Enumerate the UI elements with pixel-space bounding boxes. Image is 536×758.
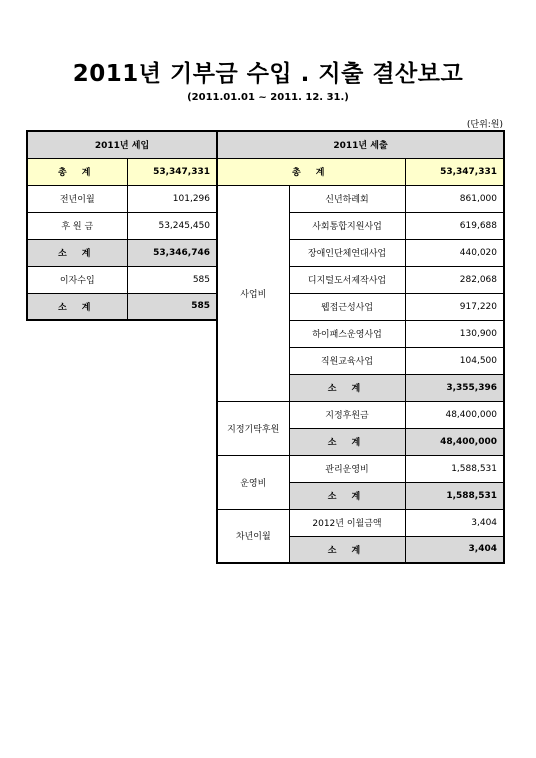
income-table (26, 130, 218, 321)
expense-item-value: 130,900 (405, 320, 504, 347)
income-subtotal-value: 53,346,746 (127, 239, 217, 266)
income-header-row (27, 131, 217, 158)
expense-group-designated: 지정기탁후원 (217, 401, 289, 455)
report-period: (2011.01.01 ~ 2011. 12. 31.) (187, 92, 349, 103)
expense-group-carryover: 차년이월 (217, 509, 289, 563)
expense-subtotal-label: 소 계 (289, 482, 405, 509)
income-header: 2011년 세입 (27, 131, 217, 158)
income-subtotal-label: 소 계 (27, 239, 127, 266)
table-row (217, 401, 504, 428)
income-row-value: 585 (127, 266, 217, 293)
expense-item-value: 104,500 (405, 347, 504, 374)
expense-item-label: 장애인단체연대사업 (289, 239, 405, 266)
expense-item-value: 48,400,000 (405, 401, 504, 428)
table-row (27, 266, 217, 293)
income-row-label: 전년이월 (27, 185, 127, 212)
income-row-value: 53,245,450 (127, 212, 217, 239)
table-row (217, 185, 504, 212)
expense-item-value: 861,000 (405, 185, 504, 212)
expense-item-value: 440,020 (405, 239, 504, 266)
income-subtotal-row (27, 239, 217, 266)
expense-item-value: 917,220 (405, 293, 504, 320)
expense-group-operation: 운영비 (217, 455, 289, 509)
income-total-value: 53,347,331 (127, 158, 217, 185)
income-subtotal-value: 585 (127, 293, 217, 320)
expense-header: 2011년 세출 (217, 131, 504, 158)
expense-subtotal-label: 소 계 (289, 374, 405, 401)
expense-subtotal-value: 48,400,000 (405, 428, 504, 455)
report-title: 2011년 기부금 수입 . 지출 결산보고 (72, 61, 464, 87)
table-row (217, 509, 504, 536)
expense-subtotal-value: 3,355,396 (405, 374, 504, 401)
expense-total-row (217, 158, 504, 185)
expense-item-value: 1,588,531 (405, 455, 504, 482)
expense-item-label: 사회통합지원사업 (289, 212, 405, 239)
expense-total-label: 총 계 (217, 158, 405, 185)
expense-table (216, 130, 505, 564)
income-total-label: 총 계 (27, 158, 127, 185)
expense-item-value: 619,688 (405, 212, 504, 239)
expense-item-label: 웹접근성사업 (289, 293, 405, 320)
expense-item-label: 신년하례회 (289, 185, 405, 212)
expense-subtotal-value: 1,588,531 (405, 482, 504, 509)
unit-label: (단위:원) (466, 120, 503, 130)
income-subtotal-row (27, 293, 217, 320)
income-total-row (27, 158, 217, 185)
expense-item-value: 282,068 (405, 266, 504, 293)
income-subtotal-label: 소 계 (27, 293, 127, 320)
expense-item-label: 하이패스운영사업 (289, 320, 405, 347)
expense-item-label: 지정후원금 (289, 401, 405, 428)
income-row-label: 이자수입 (27, 266, 127, 293)
income-row-label: 후 원 금 (27, 212, 127, 239)
expense-item-label: 2012년 이월금액 (289, 509, 405, 536)
table-row (27, 185, 217, 212)
expense-item-value: 3,404 (405, 509, 504, 536)
table-row (27, 212, 217, 239)
expense-total-value: 53,347,331 (405, 158, 504, 185)
expense-header-row (217, 131, 504, 158)
expense-group-business: 사업비 (217, 185, 289, 401)
expense-subtotal-label: 소 계 (289, 536, 405, 563)
expense-item-label: 관리운영비 (289, 455, 405, 482)
table-row (217, 455, 504, 482)
expense-subtotal-label: 소 계 (289, 428, 405, 455)
expense-item-label: 디지털도서제작사업 (289, 266, 405, 293)
income-row-value: 101,296 (127, 185, 217, 212)
expense-item-label: 직원교육사업 (289, 347, 405, 374)
expense-subtotal-value: 3,404 (405, 536, 504, 563)
